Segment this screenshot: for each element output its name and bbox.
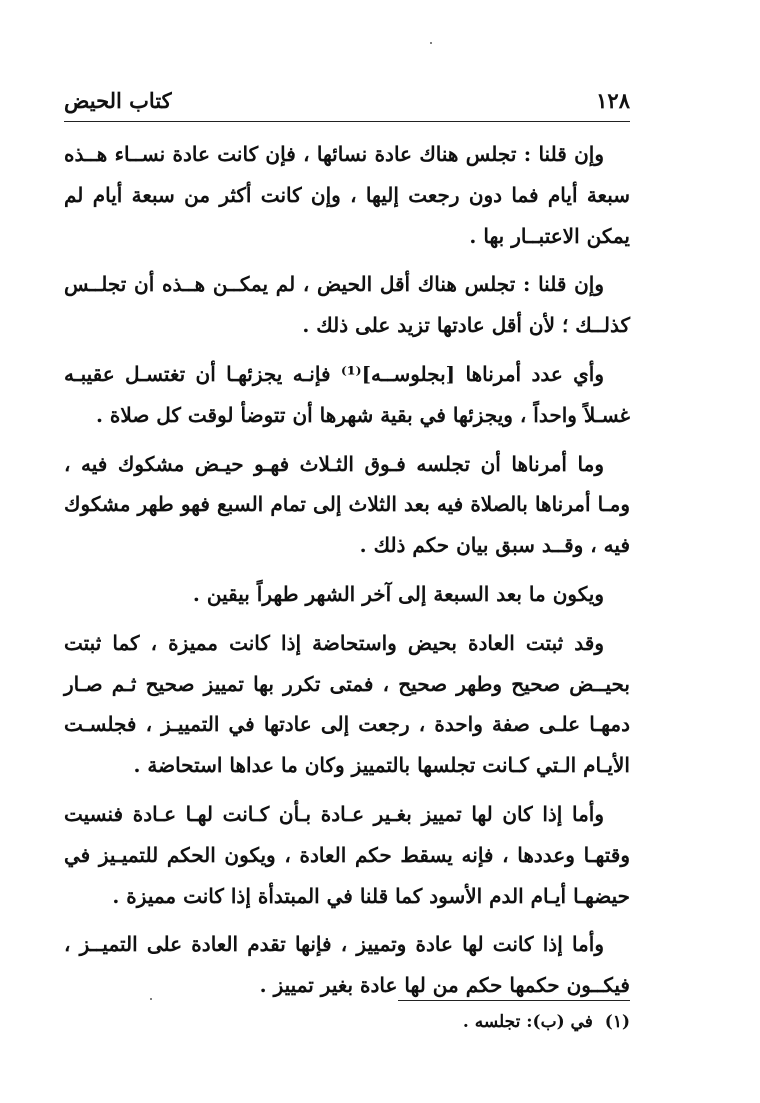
- paragraph: وأما إذا كان لها تمييز بغـير عـادة بـأن كـانت لهـا عـادة فنسيت وقتهـا وعددها ، فإنه يسقط حكم العادة ، ويكون الحكم للتميـيز في حيضهـا أيـام الدم الأسود كما قلنا في المبتدأة إذا كانت مميزة .: [64, 801, 630, 908]
- page-number: ١٢٨: [596, 88, 630, 113]
- paragraph: وأما إذا كانت لها عادة وتمييز ، فإنها تقدم العادة على التميــز ، فيكــون حكمها حكم من لها عادة بغير تمييز .: [64, 932, 630, 998]
- running-header: [64, 86, 630, 120]
- paragraph: ويكون ما بعد السبعة إلى آخر الشهر طهراً بيقين .: [192, 581, 604, 606]
- footnote-marker: (١): [604, 1012, 630, 1032]
- paragraph: وما أمرناها أن تجلسه فـوق الثـلاث فهـو حيـض مشكوك فيه ، ومـا أمرناها بالصلاة فيه بعد الثلاث إلى تمام السبع فهو طهر مشكوك فيه ، وقــد سبق بيان حكم ذلك .: [64, 451, 630, 558]
- chapter-title: كتاب الحيض: [64, 88, 172, 113]
- footnote-divider: [398, 1000, 630, 1001]
- scan-speck: [150, 998, 152, 1000]
- paragraph: وإن قلنا : تجلس هناك عادة نسائها ، فإن كانت عادة نســاء هــذه سبعة أيام فما دون رجعت إليها ، وإن كانت أكثر من سبعة أيام لم يمكن الاعتبــار بها .: [64, 142, 630, 248]
- paragraph: وأي عدد أمرناها [بجلوســه]⁽¹⁾ فإنـه يجزئهـا أن تغتسـل عقيبـه غسـلاً واحداً ، ويجزئها في بقية شهرها أن تتوضأ لوقت كل صلاة .: [64, 361, 630, 427]
- paragraph: وقد ثبتت العادة بحيض واستحاضة إذا كانت مميزة ، كما ثبتت بحيــض صحيح وطهر صحيح ، فمتى تكرر بها تمييز صحيح ثـم صـار دمهـا علـى صفة واحدة ، رجعت إلى عادتها في التمييـز ، فجلسـت الأيـام الـتي كـانت تجلسها بالتمييز وكان ما عداها استحاضة .: [64, 630, 630, 778]
- main-text: [64, 134, 630, 1014]
- footnote-text: في (ب): تجلسه .: [462, 1012, 593, 1032]
- scan-speck: [430, 42, 432, 44]
- header-divider: [64, 121, 630, 122]
- paragraph: وإن قلنا : تجلس هناك أقل الحيض ، لم يمكــن هــذه أن تجلــس كذلــك ؛ لأن أقل عادتها تزيد على ذلك .: [64, 272, 630, 338]
- footnote: [64, 1012, 630, 1032]
